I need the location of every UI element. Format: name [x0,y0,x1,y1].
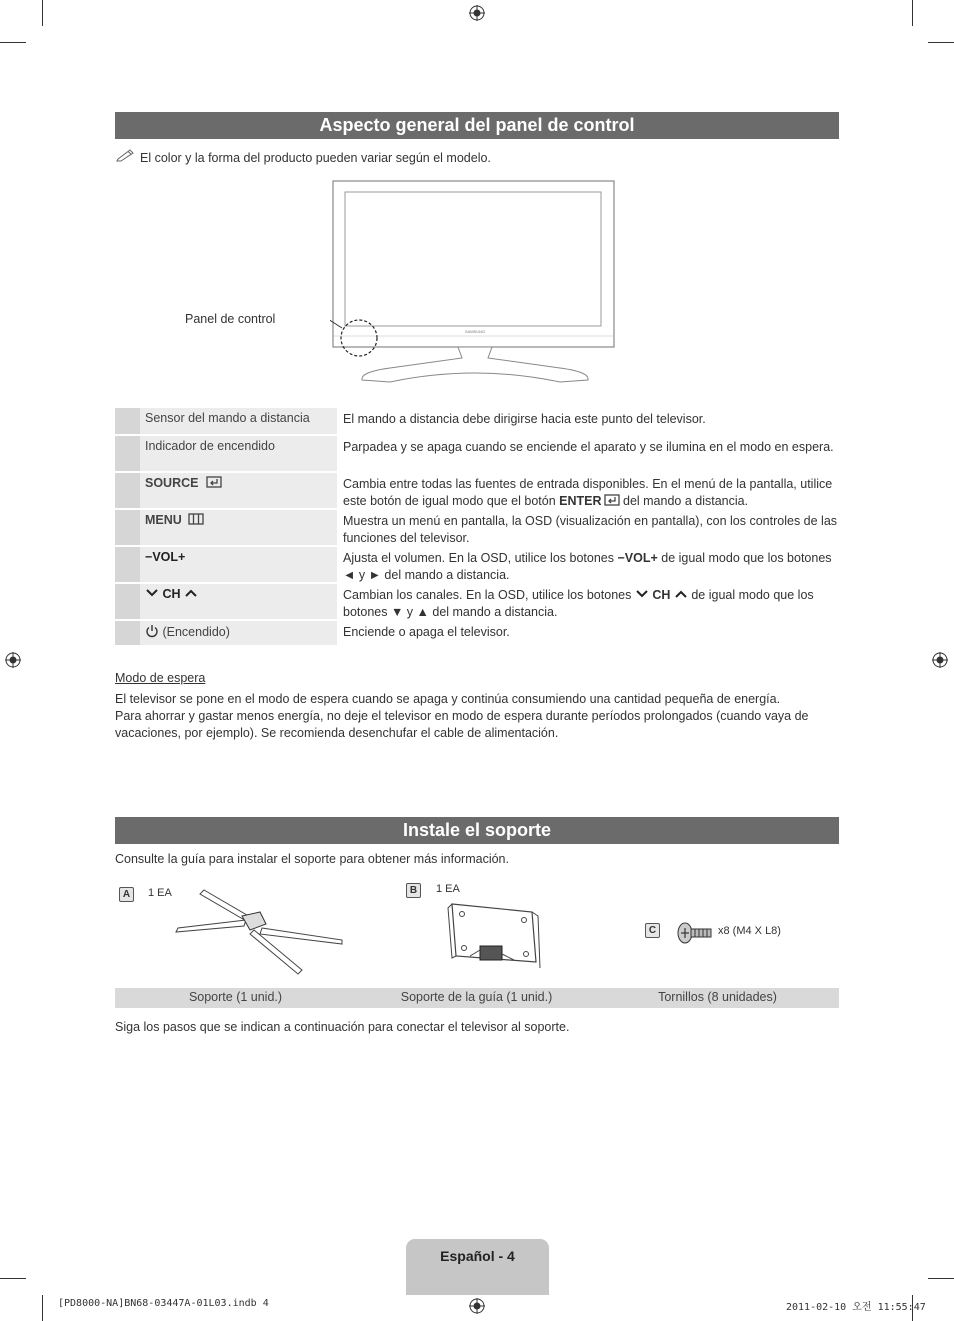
crop-mark [0,1278,26,1279]
control-row-power: (Encendido) Enciende o apaga el televisor. [115,621,839,645]
standby-line2: Para ahorrar y gastar menos energía, no deje el televisor en modo de espera durante períodos prolongados (cuando vaya de vacaciones, por ejemplo). Se recomienda desenchufar el cable de alimentación. [115,709,809,740]
channel-label: CH [162,587,181,601]
volume-label: VOL [152,550,179,564]
screw-icon [677,920,715,946]
badge-a: A [119,887,134,902]
chevron-up-icon [674,589,688,599]
control-row-power-indicator: Indicador de encendido Parpadea y se apaga cuando se enciende el aparato y se ilumina en el modo en espera. [115,436,839,471]
item-c-qty: x8 (M4 X L8) [718,925,781,937]
crop-mark [0,42,26,43]
volume-plus-icon: + [178,550,186,564]
volume-minus-icon: − [145,550,153,564]
control-row-source: SOURCE Cambia entre todas las fuentes de entrada disponibles. En el menú de la pantalla, utilice este botón de igual modo que el botón ENTER del mando a distancia. [115,473,839,508]
print-file-info: [PD8000-NA]BN68-03447A-01L03.indb 4 [58,1298,269,1309]
control-row-volume: −VOL+ Ajusta el volumen. En la OSD, utilice los botones −VOL+ de igual modo que los botones ◄ y ► del mando a distancia. [115,547,839,582]
stand-base-image [172,886,348,976]
badge-c: C [645,923,660,938]
page-number-tab: Español - 4 [406,1239,549,1295]
source-label: SOURCE [145,476,199,490]
control-row-remote-sensor: Sensor del mando a distancia El mando a distancia debe dirigirse hacia este punto del televisor. [115,408,839,434]
item-a-qty: 1 EA [148,887,172,899]
crop-mark [912,0,913,26]
control-row-menu: MENU Muestra un menú en pantalla, la OSD (visualización en pantalla), con los controles de las funciones del televisor. [115,510,839,545]
control-row-channel: CH Cambian los canales. En la OSD, utilice los botones CH de igual modo que los botones ▼ y ▲ del mando a distancia. [115,584,839,619]
stand-intro: Consulte la guía para instalar el soporte para obtener más información. [115,852,509,866]
chevron-down-icon [145,588,159,598]
section-title-stand: Instale el soporte [115,817,839,844]
menu-label: MENU [145,513,182,527]
registration-mark-icon [932,652,948,668]
registration-mark-icon [469,5,485,21]
note-pencil-icon [116,148,136,162]
source-enter-icon [206,476,222,488]
crop-mark [928,1278,954,1279]
note-text: El color y la forma del producto pueden variar según el modelo. [140,151,491,165]
components-label-bar [115,988,839,1008]
chevron-up-icon [184,588,198,598]
power-label: (Encendido) [162,625,230,639]
brand-logo: SAMSUNG [464,329,486,334]
section-title-control-panel: Aspecto general del panel de control [115,112,839,139]
stand-outro: Siga los pasos que se indican a continuación para conectar el televisor al soporte. [115,1020,570,1034]
menu-icon [188,513,204,525]
tv-diagram [330,178,620,388]
label-screws: Tornillos (8 unidades) [658,990,777,1004]
print-timestamp: 2011-02-10 오전 11:55:47 [786,1302,926,1313]
enter-icon [604,494,620,506]
standby-heading: Modo de espera [115,671,206,685]
label-guide-stand: Soporte de la guía (1 unid.) [400,990,553,1004]
power-icon [145,624,159,638]
control-panel-label: Panel de control [185,312,276,326]
crop-mark [42,1295,43,1321]
stand-guide-image [440,898,544,972]
standby-line1: El televisor se pone en el modo de espera cuando se apaga y continúa consumiendo una cantidad pequeña de energía. [115,692,781,706]
crop-mark [42,0,43,26]
item-b-qty: 1 EA [436,883,460,895]
label-stand: Soporte (1 unid.) [188,990,283,1004]
crop-mark [928,42,954,43]
badge-b: B [406,883,421,898]
registration-mark-icon [469,1298,485,1314]
chevron-down-icon [635,589,649,599]
registration-mark-icon [5,652,21,668]
